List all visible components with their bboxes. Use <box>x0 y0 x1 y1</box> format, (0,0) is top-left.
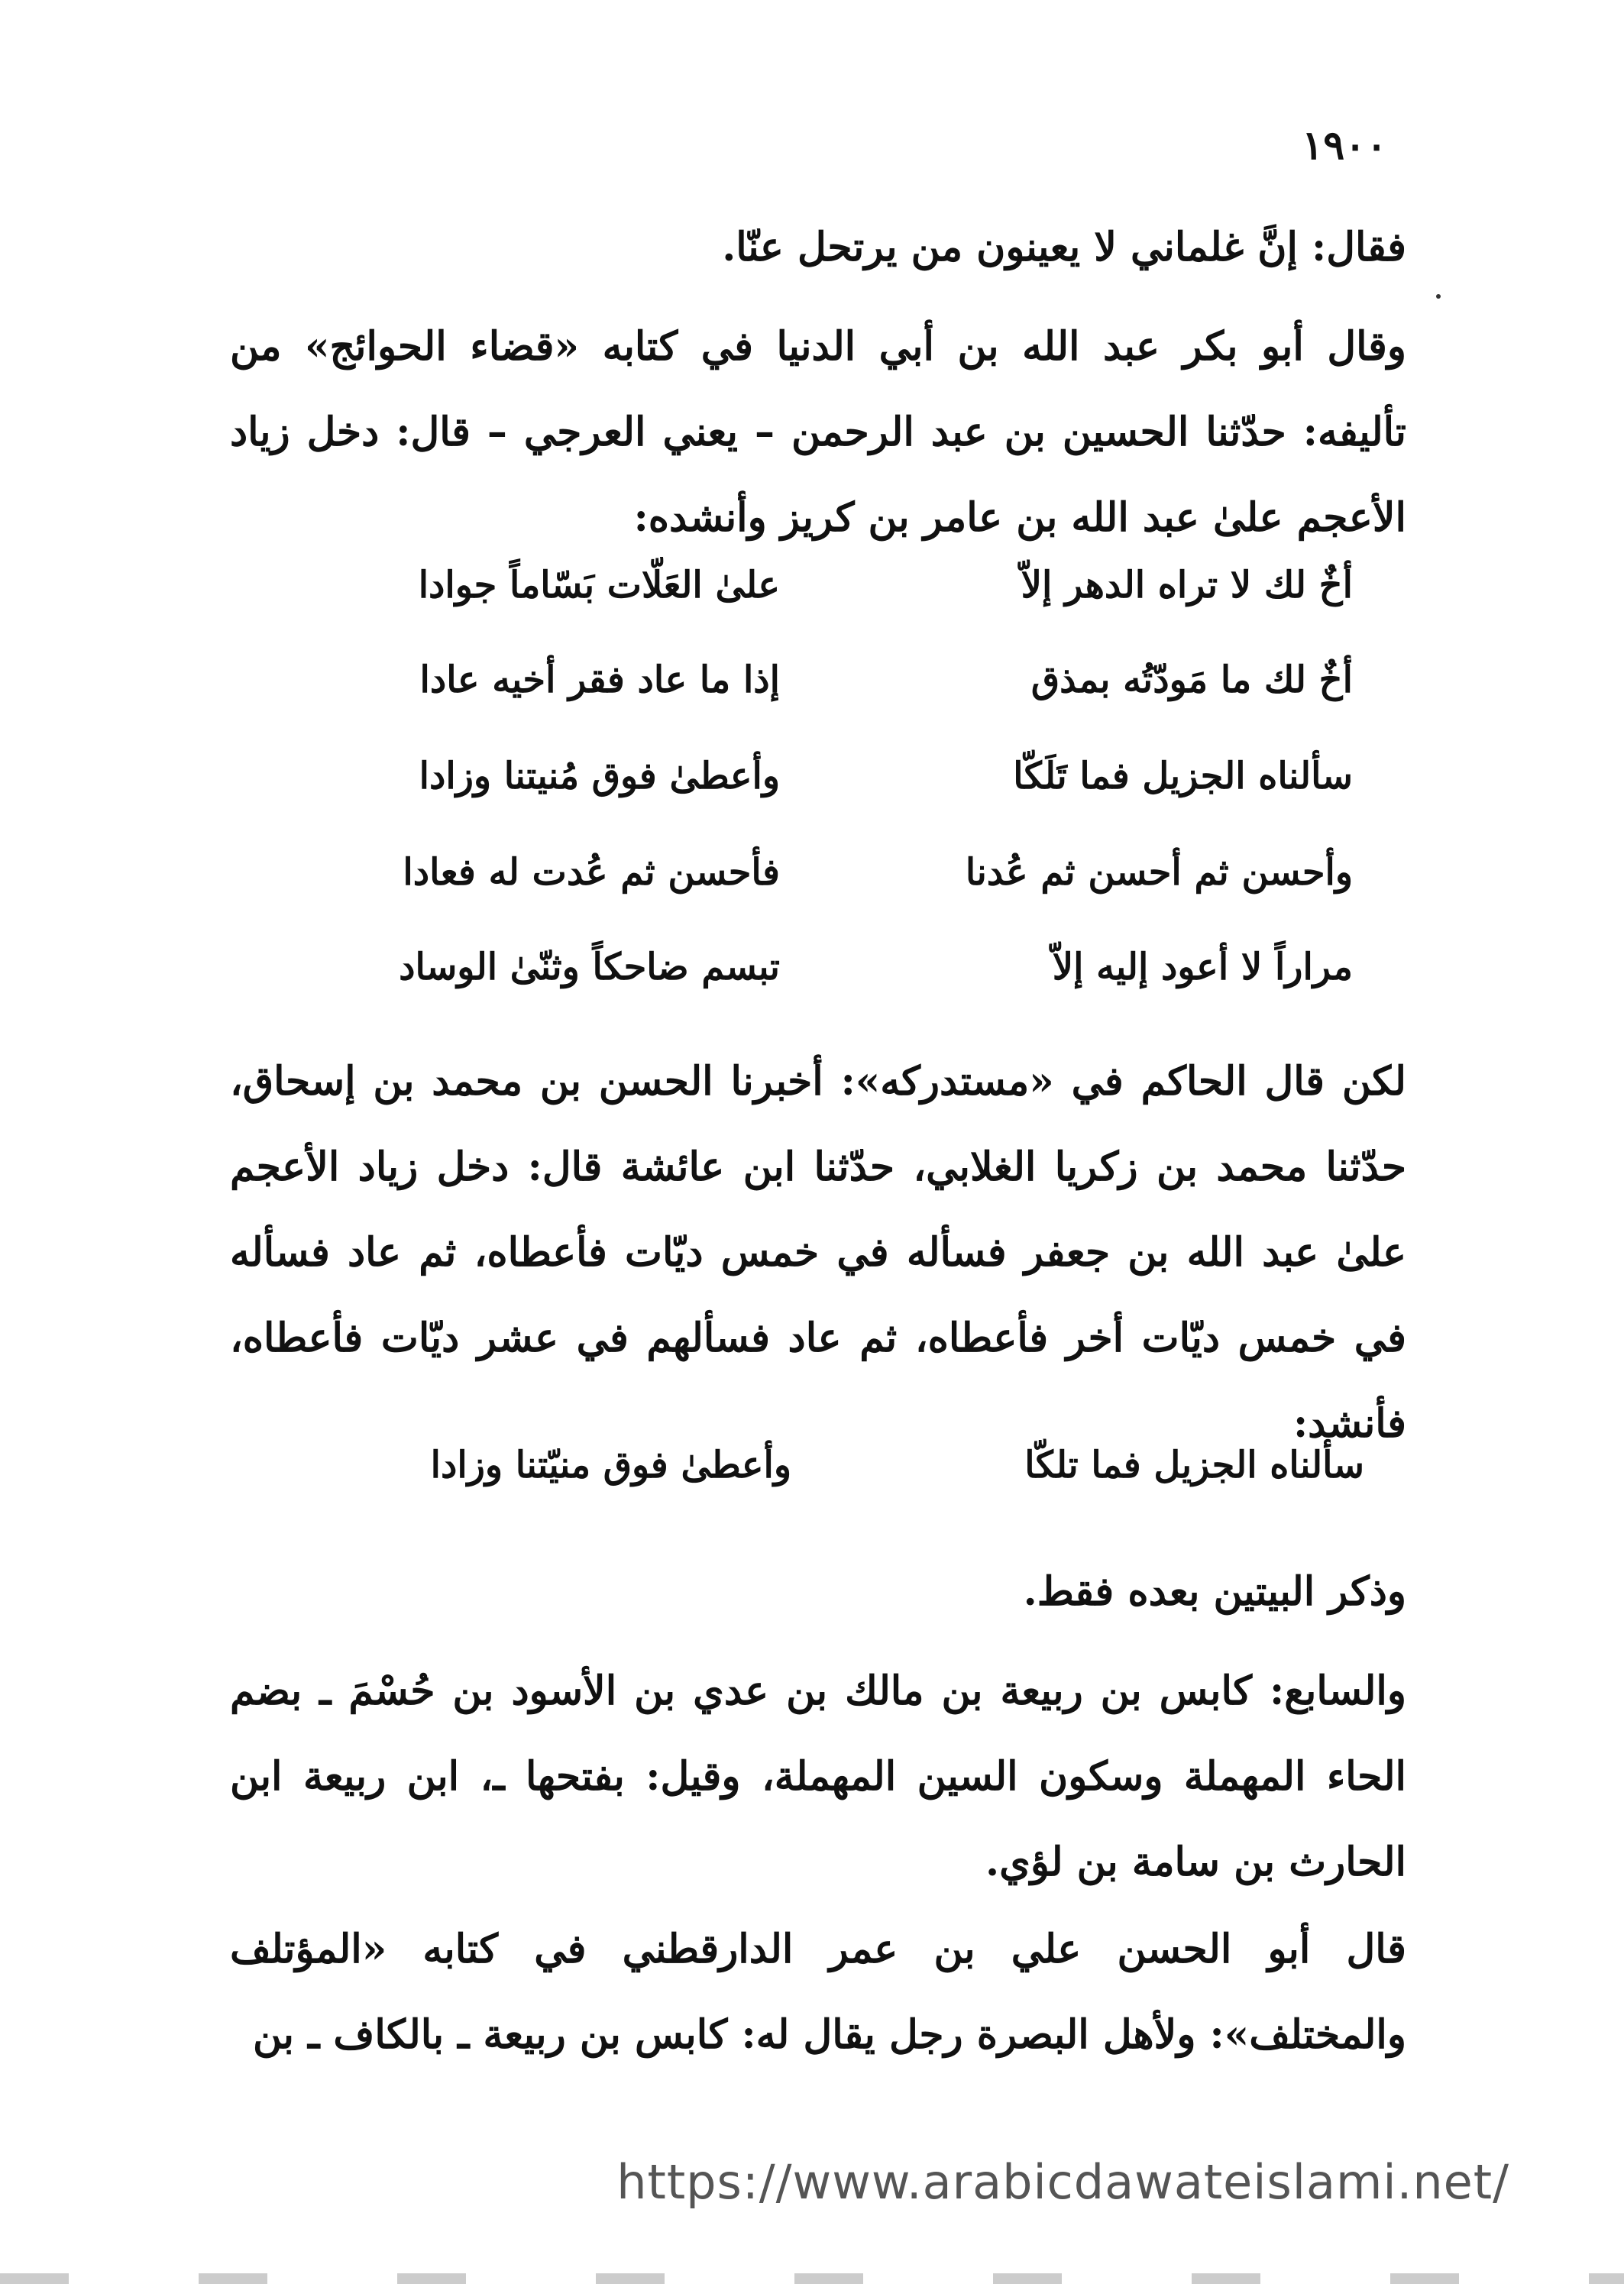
verse-first-hemistich: أخٌ لك لا تراه الدهر إلاّ <box>1021 564 1353 607</box>
verse-second-hemistich: وأعطىٰ فوق منيّتنا وزادا <box>430 1444 791 1487</box>
verse-line <box>276 658 1353 701</box>
verse-second-hemistich: إذا ما عاد فقر أخيه عادا <box>419 658 780 701</box>
verse-first-hemistich: سألناه الجزيل فما تَلَكّا <box>1013 755 1353 797</box>
verse-first-hemistich: مراراً لا أعود إليه إلاّ <box>1052 946 1353 988</box>
verse-second-hemistich: تبسم ضاحكاً وثنّىٰ الوساد <box>399 946 780 988</box>
verse-first-hemistich: وأحسن ثم أحسن ثم عُدنا <box>965 851 1353 894</box>
paragraph-5: والسابع: كابس بن ربيعة بن مالك بن عدي بن الأسود بن حُسْمَ ـ بضم الحاء المهملة وسكون السين المهملة، وقيل: بفتحها ـ، ابن ربيعة ابن الحارث بن سامة بن لؤي. <box>230 1668 1406 1885</box>
verse-line <box>287 1444 1364 1487</box>
paragraph-1: فقال: إنَّ غلماني لا يعينون من يرتحل عنّا. <box>722 224 1406 270</box>
verse-second-hemistich: وأعطىٰ فوق مُنيتنا وزادا <box>419 755 780 797</box>
verse-line <box>276 946 1353 988</box>
verse-first-hemistich: سألناه الجزيل فما تلكّا <box>1024 1444 1364 1487</box>
verse-line <box>276 564 1353 607</box>
watermark-url: https://www.arabicdawateislami.net/ <box>616 2154 1509 2210</box>
verse-line <box>276 851 1353 894</box>
page-number: ١٩٠٠ <box>1302 122 1387 169</box>
bottom-scan-strip <box>0 2273 1624 2284</box>
verse-second-hemistich: علىٰ العَلّات بَسّاماً جوادا <box>418 564 780 607</box>
verse-second-hemistich: فأحسن ثم عُدت له فعادا <box>403 851 780 894</box>
paragraph-6: قال أبو الحسن علي بن عمر الدارقطني في كتابه «المؤتلف والمختلف»: ولأهل البصرة رجل يقال له: كابس بن ربيعة ـ بالكاف ـ بن <box>230 1926 1406 2058</box>
paragraph-3: لكن قال الحاكم في «مستدركه»: أخبرنا الحسن بن محمد بن إسحاق، حدّثنا محمد بن زكريا الغلابي، حدّثنا ابن عائشة قال: دخل زياد الأعجم علىٰ عبد الله بن جعفر فسأله في خمس ديّات فأعطاه، ثم عاد فسأله في خمس ديّات أخر فأعطاه، ثم عاد فسألهم في عشر ديّات فأعطاه، فأنشد: <box>230 1058 1406 1447</box>
verse-first-hemistich: أخٌ لك ما مَودّتُه بمذق <box>1030 658 1353 701</box>
margin-dot <box>1436 294 1441 299</box>
paragraph-4: وذكر البيتين بعده فقط. <box>1023 1568 1406 1615</box>
verse-line <box>276 755 1353 797</box>
paragraph-2: وقال أبو بكر عبد الله بن أبي الدنيا في كتابه «قضاء الحوائج» من تأليفه: حدّثنا الحسين بن عبد الرحمن – يعني العرجي – قال: دخل زياد الأعجم علىٰ عبد الله بن عامر بن كريز وأنشده: <box>230 323 1406 541</box>
